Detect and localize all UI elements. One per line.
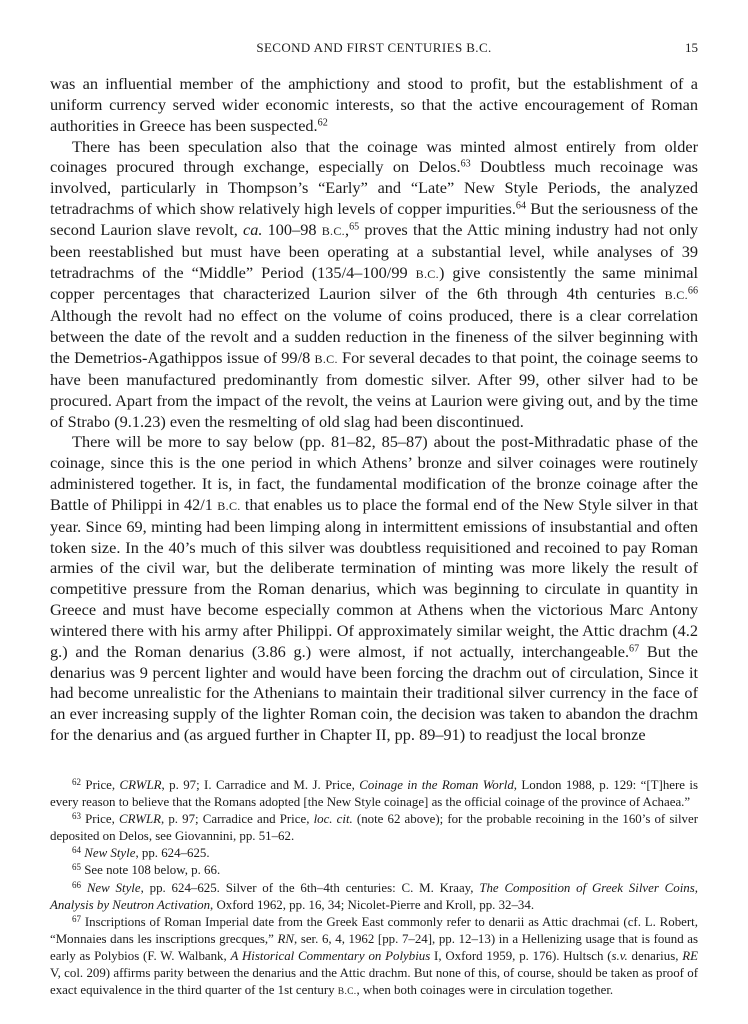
- body-paragraph: [50, 137, 698, 433]
- text-run: Inscriptions of Roman Imperial date from the Greek East commonly refer to denarii as Attic drachmai (cf. L. Robert, “Monnaies dans les inscriptions grecques,”: [50, 914, 698, 946]
- text-run: proves that the Attic mining industry had not only been reestablished but must have been operating at a substantial level, while analyses of 39 tetradrachms of the “Middle” Period (135/4–100/99: [50, 219, 699, 282]
- small-caps-text: B.C.: [321, 223, 345, 238]
- page-number: 15: [685, 40, 698, 55]
- running-head: [50, 40, 698, 66]
- text-run: But the denarius was 9 percent lighter and would have been forcing the drachm out of circulation, Since it had become unrealistic for the Athenians to maintain their traditional silver currency in the face of an ever increasing supply of the lighter Roman coin, the decision was taken to abandon the drachm for the denarius and (as argued further in Chapter II, pp. 89–91) to readjust the local bronze: [50, 641, 698, 745]
- italic-text: loc. cit.: [313, 812, 353, 827]
- small-caps-text: B.C.: [337, 986, 357, 998]
- text-run: There will be more to say below (pp. 81–82, 85–87) about the post-Mithradatic phase of the coinage, since this is the one period in which Athens’ bronze and silver coinages were routinely administered together. It is, in fact, the fundamental modification of the bronze coinage after the Battle of Philippi in 42/1: [50, 432, 698, 514]
- italic-text: A Historical Commentary on Polybius: [230, 948, 431, 963]
- text-run: , London 1988, p. 129: “[T]here is every reason to believe that the Romans adopted [the New Style coinage] as the official coinage of the province of Achaea.”: [50, 778, 698, 810]
- italic-text: New Style: [86, 880, 141, 895]
- text-run: (note 62 above); for the probable recoining in the 160’s of silver deposited on Delos, see Giovannini, pp. 51–62.: [50, 812, 698, 844]
- text-run: There has been speculation also that the coinage was minted almost entirely from older coinages procured through exchange, especially on Delos.: [50, 136, 698, 177]
- text-run: , when both coinages were in circulation together.: [356, 983, 614, 998]
- running-title: SECOND AND FIRST CENTURIES B.C.: [256, 40, 492, 55]
- footnote: [50, 914, 698, 1000]
- text-run: 100–98: [262, 219, 322, 239]
- text-run: ,: [344, 219, 350, 239]
- italic-text: The Composition of Greek Silver Coins, Analysis by Neutron Activation: [50, 880, 698, 912]
- text-run: But the seriousness of the second Laurion slave revolt,: [50, 199, 698, 239]
- text-run: Price,: [81, 778, 120, 792]
- footnote-ref: 66: [72, 879, 82, 890]
- footnote: [50, 777, 698, 811]
- footnote-ref: 67: [629, 643, 640, 655]
- italic-text: ca.: [243, 219, 263, 239]
- text-run: , Oxford 1962, pp. 16, 34; Nicolet-Pierre and Kroll, pp. 32–34.: [210, 897, 535, 912]
- footnote-ref: 65: [349, 221, 360, 233]
- text-run: denarius,: [627, 948, 683, 963]
- text-run: , ser. 6, 4, 1962 [pp. 7–24], pp. 12–13) in a Hellenizing usage that is found as early as Polybios (F. W. Walbank,: [50, 931, 698, 963]
- italic-text: Coinage in the Roman World: [359, 778, 514, 792]
- text-run: , pp. 624–625.: [135, 846, 210, 861]
- body-paragraph: [50, 74, 698, 137]
- text-run: Doubtless much recoinage was involved, particularly in Thompson’s “Early” and “Late” New Style Periods, the analyzed tetradrachms of which show relatively high levels of copper impurities.: [50, 157, 699, 219]
- text-run: I, Oxford 1959, p. 176). Hultsch (: [430, 948, 612, 963]
- footnote-ref: 67: [72, 913, 82, 924]
- small-caps-text: B.C.: [314, 351, 338, 366]
- italic-text: RE: [682, 948, 698, 963]
- text-run: , pp. 624–625. Silver of the 6th–4th centuries: C. M. Kraay,: [140, 880, 480, 895]
- footnotes: [50, 777, 698, 1000]
- footnote-ref: 63: [460, 158, 471, 170]
- italic-text: New Style: [84, 846, 136, 861]
- small-caps-text: B.C.: [217, 498, 241, 513]
- text-run: V, col. 209) affirms parity between the denarius and the Attic drachm. But none of this, of course, should be taken as proof of exact equivalence in the third quarter of the 1st century: [50, 966, 698, 998]
- footnote-ref: 63: [72, 811, 82, 822]
- text-run: ) give consistently the same minimal copper percentages that characterized Laurion silver of the 6th through 4th centuries: [50, 262, 698, 304]
- book-page: [50, 40, 698, 1000]
- footnote: [50, 880, 698, 914]
- text-run: Although the revolt had no effect on the volume of coins produced, there is a clear correlation between the date of the revolt and a sudden reduction in the fineness of the silver beginning with the Demetrios-Agathippos issue of 99/8: [50, 306, 698, 367]
- footnote-ref: 64: [72, 845, 82, 856]
- text-run: , p. 97; Carradice and Price,: [161, 812, 314, 827]
- small-caps-text: B.C.: [664, 288, 688, 303]
- small-caps-text: B.C.: [415, 266, 439, 281]
- footnote: [50, 862, 698, 879]
- body-text: [50, 74, 698, 746]
- footnote-ref: 65: [72, 862, 82, 873]
- text-run: Price,: [81, 812, 119, 827]
- italic-text: RN: [277, 931, 294, 946]
- footnote: [50, 845, 698, 862]
- text-run: , p. 97; I. Carradice and M. J. Price,: [161, 778, 360, 792]
- footnote-ref: 66: [687, 285, 698, 297]
- footnote-ref: 62: [317, 117, 328, 129]
- footnote-ref: 64: [515, 200, 526, 212]
- italic-text: CRWLR: [118, 812, 162, 827]
- footnote-ref: 62: [72, 776, 82, 787]
- text-run: See note 108 below, p. 66.: [81, 863, 221, 878]
- italic-text: s.v.: [611, 948, 628, 963]
- italic-text: CRWLR: [119, 778, 162, 792]
- footnote: [50, 811, 698, 845]
- text-run: that enables us to place the formal end of the New Style silver in that year. Since 69, minting had been limping along in intermittent emissions of insubstantial and often token size. In the 40’s much of this silver was doubtless requisitioned and recoined to pay Roman armies of the civil war, but the deliberate termination of minting was more likely the result of competitive pressure from the Roman denarius, which was beginning to circulate in quantity in Greece and must have become especially common at Athens when the victorious Marc Antony wintered there with his army after Philippi. Of approximately similar weight, the Attic drachm (4.2 g.) and the Roman denarius (3.86 g.) were almost, if not actually, interchangeable.: [50, 494, 699, 661]
- text-run: was an influential member of the amphictiony and stood to profit, but the establishment of a uniform currency served wider economic interests, so that the active encouragement of Roman authorities in Greece has been suspected.: [50, 74, 698, 135]
- text-run: For several decades to that point, the coinage seems to have been manufactured predominantly from domestic silver. After 99, other silver had to be procured. Apart from the impact of the revolt, the veins at Laurion were giving out, and by the time of Strabo (9.1.23) even the resmelting of old slag had been discontinued.: [50, 347, 699, 431]
- body-paragraph: [50, 432, 698, 746]
